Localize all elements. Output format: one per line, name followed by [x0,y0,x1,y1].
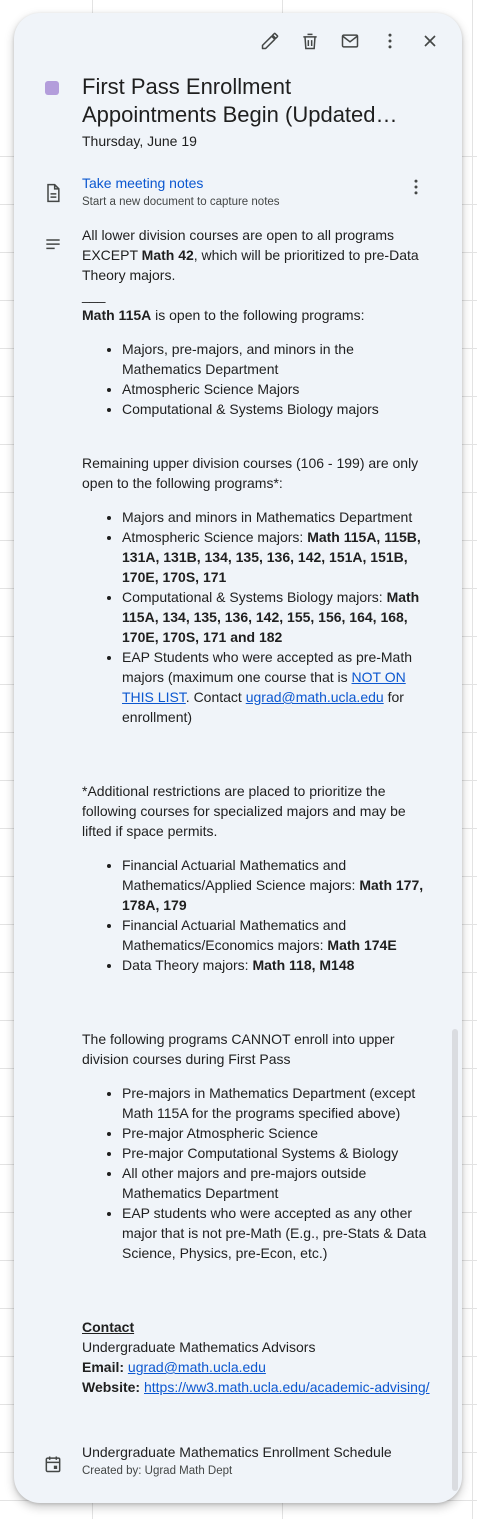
ugrad-email-link[interactable]: ugrad@math.ucla.edu [245,689,384,705]
list-item: • Majors and minors in Mathematics Department [122,507,432,527]
list-item: • EAP Students who were accepted as pre-Math majors (maximum one course that is NOT ON THIS LIST. Contact ugrad@math.ucla.edu for enrollment) [122,647,432,727]
desc-paragraph: *Additional restrictions are placed to prioritize the following courses for specialized majors and may be lifted if space permits. [82,783,406,839]
list-item: • Pre-major Atmospheric Science [122,1123,432,1143]
description-icon [43,235,63,255]
list-item: • Data Theory majors: Math 118, M148 [122,955,432,975]
edit-button[interactable] [252,29,288,53]
desc-paragraph: All lower division courses are open to all programs EXCEPT Math 42, which will be prioritized to pre-Data Theory majors. [82,227,419,283]
event-title: First Pass Enrollment Appointments Begin (Updated [82,74,376,127]
list-item: • Computational & Systems Biology majors: Math 115A, 134, 135, 136, 142, 155, 156, 164, 168, 170E, 170S, 171 and 182 [122,587,432,647]
contact-website-line: Website: https://ww3.math.ucla.edu/academic-advising/ [82,1379,430,1395]
scrollbar[interactable] [452,1029,458,1491]
trash-icon [300,31,320,51]
contact-heading: Contact [82,1319,135,1335]
list-item: • Pre-majors in Mathematics Department (except Math 115A for the programs specified above) [122,1083,432,1123]
notes-subtitle: Start a new document to capture notes [82,196,280,208]
list-item: • Atmospheric Science majors: Math 115A, 115B, 131A, 131B, 134, 135, 136, 142, 151A, 151B, 170E, 170S, 171 [122,527,432,587]
math-115a-programs-list [82,339,432,419]
event-details-card [14,13,462,1503]
close-icon [420,31,440,51]
document-icon [43,183,63,203]
email-guests-button[interactable] [332,29,368,53]
specialized-majors-list [82,855,432,975]
event-description [82,225,432,1397]
pencil-icon [260,31,280,51]
more-vert-icon [406,177,426,197]
contact-website-link[interactable]: https://ww3.math.ucla.edu/academic-advising/ [143,1379,430,1395]
event-color-chip [45,81,59,95]
list-item: • Pre-major Computational Systems & Biology [122,1143,432,1163]
take-meeting-notes-link[interactable]: Take meeting notes [82,175,204,191]
list-item: • Atmospheric Science Majors [122,379,432,399]
upper-division-programs-list [82,507,432,727]
desc-paragraph: The following programs CANNOT enroll into upper division courses during First Pass [82,1031,395,1067]
mail-icon [340,31,360,51]
list-item: • Computational & Systems Biology majors [122,399,432,419]
separator: ___ [82,287,106,303]
calendar-name: Undergraduate Mathematics Enrollment Schedule [82,1444,392,1460]
calendar-creator: Created by: Ugrad Math Dept [82,1465,233,1477]
contact-line: Undergraduate Mathematics Advisors [82,1339,316,1355]
contact-email-link[interactable]: ugrad@math.ucla.edu [127,1359,266,1375]
list-item: • Financial Actuarial Mathematics and Mathematics/Economics majors: Math 174E [122,915,432,955]
cannot-enroll-list [82,1083,432,1263]
contact-email-line: Email: ugrad@math.ucla.edu [82,1359,266,1375]
close-button[interactable] [412,29,448,53]
delete-button[interactable] [292,29,328,53]
list-item: • All other majors and pre-majors outside Mathematics Department [122,1163,432,1203]
event-toolbar [252,29,448,53]
event-date: Thursday, June 19 [82,133,197,149]
list-item: • Financial Actuarial Mathematics and Mathematics/Applied Science majors: Math 177, 178A, 179 [122,855,432,915]
notes-more-button[interactable] [404,175,428,199]
desc-paragraph: Remaining upper division courses (106 - 199) are only open to the following programs*: [82,455,419,491]
calendar-icon [43,1454,63,1474]
more-vert-icon [380,31,400,51]
not-on-this-list-link[interactable]: NOT ON THIS LIST [122,669,406,705]
desc-paragraph: Math 115A is open to the following programs: [82,307,365,323]
list-item: • EAP students who were accepted as any other major that is not pre-Math (E.g., pre-Stats & Data Science, Physics, pre-Econ, etc.) [122,1203,432,1263]
list-item: • Majors, pre-majors, and minors in the Mathematics Department [122,339,432,379]
more-options-button[interactable] [372,29,408,53]
